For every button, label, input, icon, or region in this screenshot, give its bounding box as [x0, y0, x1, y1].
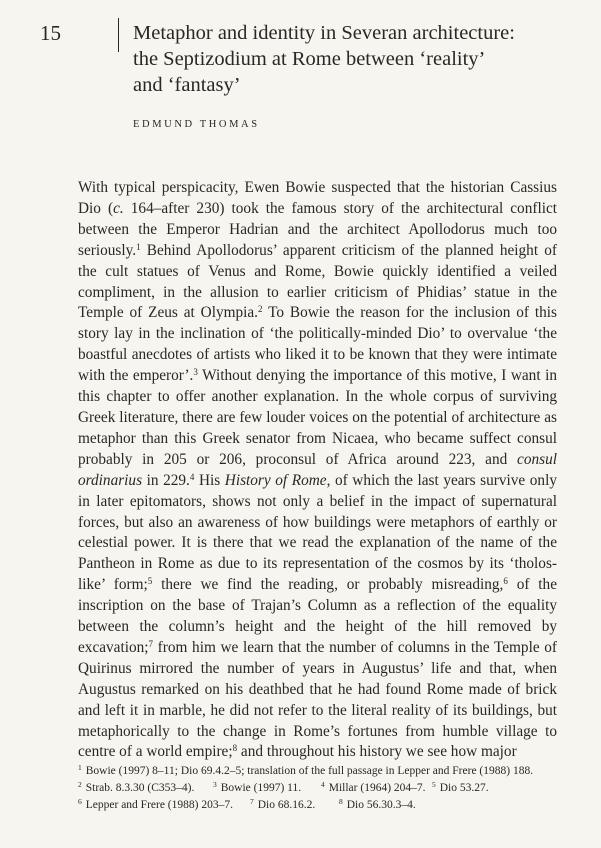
body-text-run: , of which the last years survive only in later epitomators, shows not only a belief in the impact of supernatural forces, but also an awareness of how buildings were metaphors of earthly or celestial power. It is there that we read the explanation of the name of the Pantheon in Rome as due to its representation of the cosmos by its ‘tholos-like’ form; [78, 471, 557, 594]
body-text-run: Without denying the importance of this motive, I want in this chapter to offer another explanation. In the whole corpus of surviving Greek literature, there are few louder voices on the potential of architecture as metaphor than this Greek senator from Nicaea, who became suffect consul probably in 205 or 206, proconsul of Africa around 223, and [78, 367, 557, 468]
footnote-text: Lepper and Frere (1988) 203–7. [85, 799, 233, 811]
footnote-number: 1 [78, 763, 82, 772]
chapter-title [133, 20, 573, 98]
footnote-reference: 6 [503, 576, 508, 587]
footnote-text: Dio 53.27. [439, 782, 489, 794]
body-text-run: With typical perspicacity, Ewen Bowie suspected that the historian Cassius Dio ( [78, 179, 557, 217]
footnote-number: 8 [339, 797, 343, 806]
italic-text: consul ordinarius [78, 450, 557, 489]
footnote-reference: 4 [189, 471, 195, 482]
footnote [432, 780, 489, 797]
footnote [213, 780, 321, 797]
body-text-run: from him we learn that the number of columns in the Temple of Quirinus mirrored the number of years in Augustus’ life and that, when Augustus remarked on his deathbed that he had found Rome made of brick and left it in marble, he did not refer to the literal reality of its buildings, but metaphorically to the change in Rome’s fortunes from humble village to centre of a world empire; [78, 638, 557, 761]
italic-text: c. [113, 199, 124, 217]
footnote [78, 797, 250, 814]
footnote [250, 797, 339, 814]
chapter-author: EDMUND THOMAS [133, 119, 260, 130]
body-text-run: of the inscription on the base of Trajan’s Column as a reflection of the equality between the column’s height and the height of the hill removed by excavation; [78, 576, 557, 656]
body-text-run: there we find the reading, or probably misreading, [152, 576, 504, 594]
footnote-row [78, 780, 563, 797]
footnote [78, 763, 533, 780]
footnote-text: Millar (1964) 204–7. [328, 782, 426, 794]
footnote-text: Bowie (1997) 11. [220, 782, 302, 794]
footnote-reference: 1 [136, 241, 141, 252]
footnote-text: Strab. 8.3.30 (C353–4). [85, 782, 195, 794]
footnote [339, 797, 416, 814]
footnote [321, 780, 432, 797]
footnote-number: 5 [432, 780, 436, 789]
footnote-reference: 7 [148, 638, 154, 649]
footnote-text: Dio 56.30.3–4. [346, 799, 416, 811]
body-text-run: His [194, 471, 225, 489]
chapter-title-line: Metaphor and identity in Severan architecture: [133, 22, 515, 44]
body-text-run: 164–after 230) took the famous story of the architectural conflict between the Emperor Hadrian and the architect Apollodorus much too seriously. [78, 199, 557, 259]
body-paragraph [78, 178, 557, 763]
footnote-number: 4 [321, 780, 325, 789]
chapter-title-line: the Septizodium at Rome between ‘reality’ [133, 48, 486, 70]
chapter-divider-rule [118, 18, 119, 52]
chapter-number: 15 [40, 21, 61, 45]
footnote-number: 7 [250, 797, 254, 806]
footnote-number: 2 [78, 780, 82, 789]
footnote-text: Dio 68.16.2. [257, 799, 316, 811]
footnote-row [78, 797, 563, 814]
footnote [78, 780, 213, 797]
footnote-row [78, 763, 563, 780]
footnote-reference: 3 [193, 367, 198, 378]
body-text-run: To Bowie the reason for the inclusion of this story lay in the inclination of ‘the politically-minded Dio’ to overvalue ‘the boastful anecdotes of artists who liked it to be known that they were intimate with the emperor’. [78, 304, 557, 385]
chapter-title-line: and ‘fantasy’ [133, 74, 241, 96]
body-text-run: Behind Apollodorus’ apparent criticism of the planned height of the cult statues of Venus and Rome, Bowie quickly identified a veiled compliment, in the allusion to earlier criticism of Phidias’ statue in the Temple of Zeus at Olympia. [78, 241, 557, 322]
footnote-reference: 5 [147, 576, 153, 587]
footnotes [78, 763, 563, 814]
footnote-reference: 8 [232, 743, 238, 754]
body-text-run: and throughout his history we see how major [237, 743, 517, 761]
body-text-run: in 229. [142, 471, 190, 489]
footnote-reference: 2 [258, 304, 263, 315]
footnote-number: 3 [213, 780, 217, 789]
footnote-number: 6 [78, 797, 82, 806]
footnote-text: Bowie (1997) 8–11; Dio 69.4.2–5; translation of the full passage in Lepper and Frere (1988) 188. [85, 765, 534, 777]
italic-text: History of Rome [224, 471, 327, 489]
body-text [78, 178, 557, 763]
